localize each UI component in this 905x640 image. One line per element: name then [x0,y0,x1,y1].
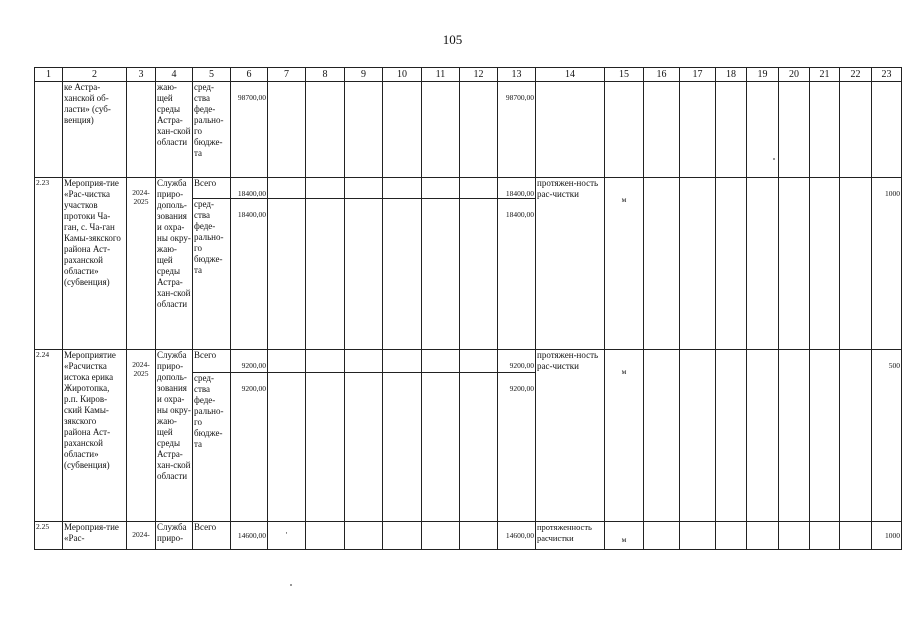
funding-total: Всего [193,522,231,550]
executor: Служба приро- [156,522,193,550]
header-row [35,68,902,82]
col-header: 8 [306,68,345,82]
col13-value: 98700,00 [498,82,536,178]
row-number: 2.25 [35,522,63,550]
executor: Служба приро-дополь-зования и охра-ны окру-жаю-щей среды Астра-хан-ской области [156,178,193,350]
col-header: 6 [231,68,268,82]
executor: жаю-щей среды Астра-хан-ской области [156,82,193,178]
indicator [536,82,605,178]
col-header: 3 [127,68,156,82]
funding-total: Всего [193,350,230,373]
table-row [35,522,902,550]
period: 2024-2025 [127,350,156,522]
col13-total: 18400,00 [498,178,535,199]
col-header: 14 [536,68,605,82]
activity-name: Мероприятие «Расчистка истока ерика Жиротопка, р.п. Киров-ский Камы-зякского района Аст-раханской области» (субвенция) [63,350,127,522]
executor: Служба приро-дополь-зования и охра-ны окру-жаю-щей среды Астра-хан-ской области [156,350,193,522]
scan-speck [773,158,775,160]
activity-name: Мероприя-тие «Рас-чистка участков протоки Ча-ган, с. Ча-ган Камы-зякского района Аст-раханской области» (субвенция) [63,178,127,350]
unit [605,82,644,178]
col6-total: 14600,00 [231,522,268,550]
indicator: протяженность расчистки [536,522,605,550]
row-number: 2.24 [35,350,63,522]
table-row [35,178,902,350]
col-header: 5 [193,68,231,82]
indicator: протяжен-ность рас-чистки [536,350,605,522]
col6-total: 9200,00 [231,350,267,373]
scan-speck [290,584,292,586]
col13-total: 9200,00 [498,350,535,373]
col-header: 21 [810,68,840,82]
col6-total: 18400,00 [231,178,267,199]
funding-source: сред-ства феде-рально-го бюдже-та [194,199,224,275]
target-value: 1000 [872,522,902,550]
col13-total: 14600,00 [498,522,536,550]
col7-mark: · [268,522,306,550]
target-value: 1000 [872,178,902,350]
col-header: 19 [747,68,779,82]
col-header: 1 [35,68,63,82]
target-value: 500 [872,350,902,522]
funding-source: сред-ства феде-рально-го бюдже-та [194,373,224,449]
col13-value: 9200,00 [509,384,534,393]
activity-name: ке Астра-ханской об-ласти» (суб-венция) [63,82,127,178]
col-header: 22 [840,68,872,82]
col6-value: 18400,00 [237,210,266,219]
col-header: 11 [422,68,460,82]
page-number: 105 [442,32,463,47]
col6-value: 98700,00 [231,82,268,178]
period: 2024-2025 [127,178,156,350]
program-table [34,67,902,550]
col-header: 17 [680,68,716,82]
unit: м [605,350,644,522]
col-header: 10 [383,68,422,82]
period: 2024- [127,522,156,550]
col-header: 18 [716,68,747,82]
funding-source: сред-ства феде-рально-го бюдже-та [193,82,231,178]
col6-value: 9200,00 [241,384,266,393]
col-header: 7 [268,68,306,82]
table-row [35,82,902,178]
col-header: 23 [872,68,902,82]
row-number [35,82,63,178]
col-header: 4 [156,68,193,82]
unit: м [605,522,644,550]
activity-name: Мероприя-тие «Рас- [63,522,127,550]
table-row [35,350,902,522]
target-value [872,82,902,178]
col-header: 12 [460,68,498,82]
funding-total: Всего [193,178,230,199]
indicator: протяжен-ность рас-чистки [536,178,605,350]
col-header: 20 [779,68,810,82]
col-header: 9 [345,68,383,82]
row-number: 2.23 [35,178,63,350]
unit: м [605,178,644,350]
col-header: 15 [605,68,644,82]
col-header: 16 [644,68,680,82]
col13-value: 18400,00 [505,210,534,219]
col-header: 2 [63,68,127,82]
col-header: 13 [498,68,536,82]
period [127,82,156,178]
